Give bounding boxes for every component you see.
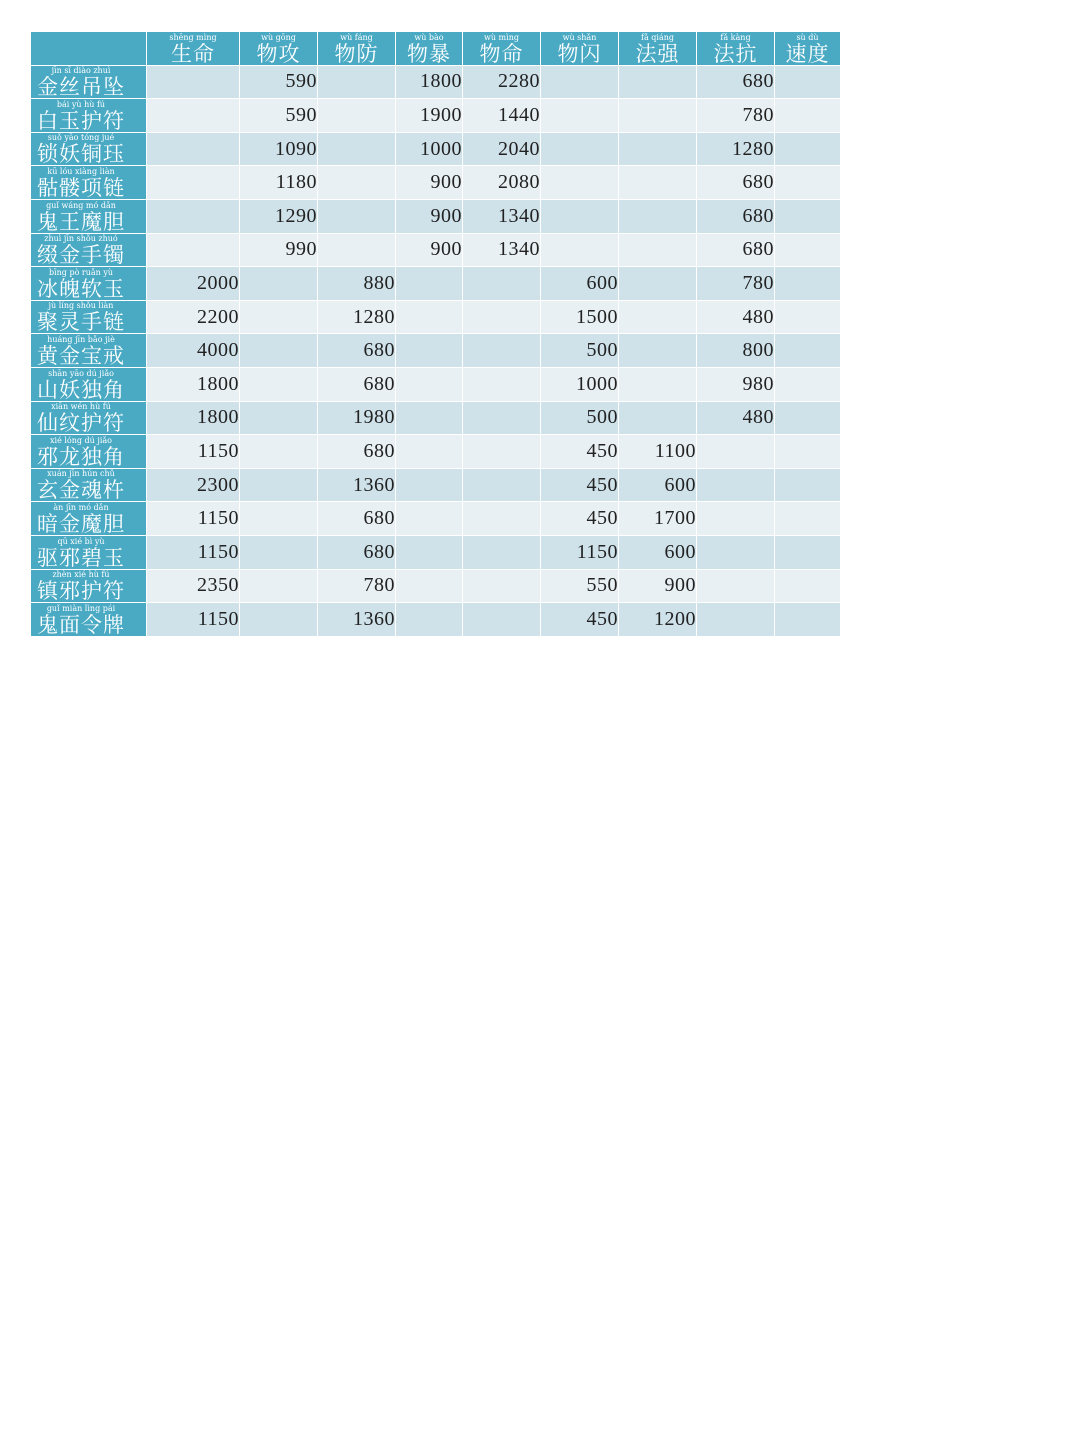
column-header-mres <box>697 32 775 66</box>
item-name: 冰魄软玉 <box>37 276 125 301</box>
item-name-cell <box>31 99 147 133</box>
stat-cell-pdef: 1280 <box>318 300 396 334</box>
stat-cell-mres: 480 <box>697 300 775 334</box>
item-name-pinyin: zhèn xié hù fú <box>37 570 125 580</box>
stat-cell-mpow: 600 <box>619 468 697 502</box>
table-body <box>31 65 841 636</box>
stat-cell-mres <box>697 603 775 637</box>
table-row <box>31 267 841 301</box>
stat-cell-hp: 2000 <box>147 267 240 301</box>
item-name-cell <box>31 267 147 301</box>
stat-cell-mres: 780 <box>697 267 775 301</box>
table-row <box>31 334 841 368</box>
stat-cell-pdef: 1360 <box>318 603 396 637</box>
column-header-pcrit <box>396 32 463 66</box>
item-name-cell <box>31 65 147 99</box>
stat-cell-pdodge <box>541 233 619 267</box>
column-header-pinyin: wù mìng <box>479 32 524 42</box>
item-name: 镇邪护符 <box>37 579 125 604</box>
stat-cell-patk: 1290 <box>240 199 318 233</box>
item-name-cell <box>31 468 147 502</box>
stat-cell-mres: 480 <box>697 401 775 435</box>
item-name-pinyin: zhuì jīn shǒu zhuó <box>37 234 125 244</box>
stat-cell-spd <box>775 334 841 368</box>
equipment-stat-table <box>30 31 841 637</box>
stat-cell-pdodge: 450 <box>541 502 619 536</box>
column-header-pinyin: wù bào <box>407 32 451 42</box>
stat-cell-mres <box>697 535 775 569</box>
column-header-pdef <box>318 32 396 66</box>
stat-cell-spd <box>775 300 841 334</box>
column-header-pinyin: wù fáng <box>334 32 379 42</box>
stat-cell-pdef: 880 <box>318 267 396 301</box>
stat-cell-mres: 780 <box>697 99 775 133</box>
stat-cell-patk: 590 <box>240 65 318 99</box>
stat-cell-phit <box>463 435 541 469</box>
stat-cell-pdef: 680 <box>318 334 396 368</box>
stat-cell-spd <box>775 199 841 233</box>
item-name: 鬼王魔胆 <box>37 209 125 234</box>
stat-cell-pdef <box>318 99 396 133</box>
stat-cell-phit: 2040 <box>463 132 541 166</box>
item-name: 仙纹护符 <box>37 411 125 436</box>
stat-cell-patk <box>240 334 318 368</box>
stat-cell-spd <box>775 367 841 401</box>
item-name-cell <box>31 199 147 233</box>
stat-cell-spd <box>775 267 841 301</box>
stat-cell-spd <box>775 468 841 502</box>
stat-cell-mres <box>697 435 775 469</box>
item-name-pinyin: huáng jīn bǎo jiè <box>37 334 125 344</box>
item-name-cell <box>31 603 147 637</box>
stat-cell-hp: 1150 <box>147 435 240 469</box>
stat-cell-hp: 1800 <box>147 401 240 435</box>
stat-cell-pdef: 680 <box>318 435 396 469</box>
stat-cell-hp <box>147 65 240 99</box>
stat-cell-hp <box>147 132 240 166</box>
stat-cell-mpow <box>619 233 697 267</box>
item-name: 白玉护符 <box>37 108 125 133</box>
stat-cell-mres <box>697 569 775 603</box>
stat-cell-pcrit <box>396 435 463 469</box>
stat-cell-pdef <box>318 233 396 267</box>
stat-cell-pdodge: 550 <box>541 569 619 603</box>
item-name-pinyin: qū xié bì yù <box>37 536 125 546</box>
stat-cell-mpow: 1100 <box>619 435 697 469</box>
column-header-label: 法抗 <box>713 41 758 66</box>
item-name-pinyin: jīn sī diào zhuì <box>37 66 125 76</box>
item-name: 玄金魂杵 <box>37 478 125 503</box>
stat-cell-hp <box>147 99 240 133</box>
stat-cell-patk: 1090 <box>240 132 318 166</box>
column-header-label: 物攻 <box>256 41 301 66</box>
stat-cell-pdef <box>318 166 396 200</box>
column-header-label: 法强 <box>635 41 680 66</box>
column-header-patk <box>240 32 318 66</box>
column-header-label: 物闪 <box>557 41 602 66</box>
stat-cell-mres: 980 <box>697 367 775 401</box>
column-header-label: 物防 <box>334 41 379 66</box>
stat-cell-phit <box>463 267 541 301</box>
stat-cell-hp: 1150 <box>147 535 240 569</box>
item-name: 鬼面令牌 <box>37 612 125 637</box>
stat-cell-mres: 680 <box>697 199 775 233</box>
stat-cell-hp: 4000 <box>147 334 240 368</box>
column-header-pdodge <box>541 32 619 66</box>
stat-cell-pdodge: 450 <box>541 435 619 469</box>
item-name-cell <box>31 300 147 334</box>
stat-cell-mpow <box>619 367 697 401</box>
stat-cell-pdodge: 1000 <box>541 367 619 401</box>
stat-cell-pdodge <box>541 199 619 233</box>
item-name-pinyin: bái yù hù fú <box>37 99 125 109</box>
item-name-pinyin: àn jīn mó dǎn <box>37 502 125 512</box>
stat-cell-pdodge <box>541 132 619 166</box>
item-name: 暗金魔胆 <box>37 511 125 536</box>
stat-cell-patk <box>240 367 318 401</box>
stat-cell-phit: 1340 <box>463 233 541 267</box>
stat-cell-pdef: 780 <box>318 569 396 603</box>
stat-cell-mpow <box>619 99 697 133</box>
stat-cell-pcrit <box>396 367 463 401</box>
table-row <box>31 132 841 166</box>
table-row <box>31 199 841 233</box>
stat-cell-mpow: 1700 <box>619 502 697 536</box>
item-name-cell <box>31 401 147 435</box>
stat-cell-pcrit <box>396 300 463 334</box>
stat-cell-spd <box>775 569 841 603</box>
item-name-cell <box>31 435 147 469</box>
corner-cell <box>31 32 147 66</box>
stat-cell-mres <box>697 468 775 502</box>
stat-cell-spd <box>775 435 841 469</box>
stat-cell-patk <box>240 535 318 569</box>
stat-cell-patk <box>240 300 318 334</box>
stat-cell-mres: 1280 <box>697 132 775 166</box>
stat-cell-pdef <box>318 65 396 99</box>
table-row <box>31 166 841 200</box>
stat-cell-pdodge: 500 <box>541 334 619 368</box>
item-name-cell <box>31 166 147 200</box>
stat-cell-patk <box>240 502 318 536</box>
stat-cell-pcrit <box>396 401 463 435</box>
stat-cell-patk <box>240 468 318 502</box>
table-row <box>31 233 841 267</box>
item-name-pinyin: xuán jīn hún chǔ <box>37 469 125 479</box>
item-name: 锁妖铜珏 <box>37 142 125 167</box>
item-name: 驱邪碧玉 <box>37 545 125 570</box>
stat-cell-hp: 1800 <box>147 367 240 401</box>
stat-cell-pdef <box>318 132 396 166</box>
stat-cell-patk <box>240 569 318 603</box>
stat-cell-pcrit <box>396 535 463 569</box>
item-name-pinyin: suǒ yāo tóng jué <box>37 133 125 143</box>
stat-cell-pdodge: 1150 <box>541 535 619 569</box>
stat-cell-spd <box>775 401 841 435</box>
item-name: 邪龙独角 <box>37 444 125 469</box>
stat-cell-mpow <box>619 65 697 99</box>
stat-cell-pdodge: 600 <box>541 267 619 301</box>
stat-cell-spd <box>775 233 841 267</box>
stat-cell-patk <box>240 401 318 435</box>
header-row <box>31 32 841 66</box>
stat-cell-mpow: 1200 <box>619 603 697 637</box>
stat-cell-patk <box>240 603 318 637</box>
table-row <box>31 535 841 569</box>
item-name-cell <box>31 502 147 536</box>
item-name-pinyin: shān yāo dú jiǎo <box>37 368 125 378</box>
stat-cell-mpow <box>619 166 697 200</box>
stat-cell-spd <box>775 132 841 166</box>
stat-cell-phit <box>463 535 541 569</box>
column-header-spd <box>775 32 841 66</box>
stat-cell-pcrit <box>396 468 463 502</box>
item-name-cell <box>31 334 147 368</box>
stat-cell-pdodge <box>541 65 619 99</box>
stat-cell-pdef: 680 <box>318 502 396 536</box>
stat-cell-mpow <box>619 300 697 334</box>
stat-cell-mres: 680 <box>697 233 775 267</box>
stat-cell-hp <box>147 166 240 200</box>
stat-cell-pdef: 680 <box>318 367 396 401</box>
item-name-cell <box>31 233 147 267</box>
stat-cell-pcrit <box>396 569 463 603</box>
stat-cell-hp: 2200 <box>147 300 240 334</box>
stat-cell-spd <box>775 99 841 133</box>
column-header-hp <box>147 32 240 66</box>
stat-cell-pcrit <box>396 502 463 536</box>
stat-cell-hp: 1150 <box>147 502 240 536</box>
item-name-cell <box>31 569 147 603</box>
item-name-pinyin: xiān wén hù fú <box>37 402 125 412</box>
item-name-pinyin: guǐ miàn lìng pái <box>37 603 125 613</box>
item-name: 黄金宝戒 <box>37 343 125 368</box>
stat-cell-pcrit <box>396 334 463 368</box>
column-header-label: 生命 <box>169 41 217 66</box>
stat-cell-mpow <box>619 199 697 233</box>
item-name: 骷髅项链 <box>37 175 125 200</box>
stat-cell-hp <box>147 199 240 233</box>
stat-cell-pdodge: 450 <box>541 603 619 637</box>
column-header-label: 速度 <box>785 41 830 66</box>
stat-cell-mpow <box>619 132 697 166</box>
table-row <box>31 65 841 99</box>
table-row <box>31 468 841 502</box>
stat-cell-pdodge: 500 <box>541 401 619 435</box>
stat-cell-phit <box>463 300 541 334</box>
column-header-pinyin: shēng mìng <box>169 32 217 42</box>
item-name-pinyin: guǐ wáng mó dǎn <box>37 200 125 210</box>
column-header-phit <box>463 32 541 66</box>
table-row <box>31 502 841 536</box>
stat-cell-patk: 1180 <box>240 166 318 200</box>
item-name-cell <box>31 367 147 401</box>
stat-cell-phit: 1340 <box>463 199 541 233</box>
column-header-pinyin: fǎ qiáng <box>635 32 680 42</box>
stat-cell-pcrit: 900 <box>396 199 463 233</box>
stat-cell-hp: 2300 <box>147 468 240 502</box>
item-name-pinyin: xié lóng dú jiǎo <box>37 435 125 445</box>
stat-cell-pcrit: 900 <box>396 166 463 200</box>
column-header-pinyin: wù shǎn <box>557 32 602 42</box>
column-header-pinyin: wù gōng <box>256 32 301 42</box>
item-name-pinyin: jù líng shǒu liàn <box>37 301 125 311</box>
stat-cell-spd <box>775 535 841 569</box>
stat-cell-pcrit: 1800 <box>396 65 463 99</box>
stat-cell-mres: 800 <box>697 334 775 368</box>
stat-cell-pdodge: 450 <box>541 468 619 502</box>
table-row <box>31 300 841 334</box>
table-row <box>31 603 841 637</box>
item-name: 金丝吊坠 <box>37 75 125 100</box>
stat-cell-phit <box>463 334 541 368</box>
item-name: 山妖独角 <box>37 377 125 402</box>
column-header-mpow <box>619 32 697 66</box>
stat-cell-hp: 1150 <box>147 603 240 637</box>
table-row <box>31 435 841 469</box>
item-name-cell <box>31 535 147 569</box>
stat-cell-phit: 2080 <box>463 166 541 200</box>
stat-cell-pdef: 1980 <box>318 401 396 435</box>
item-name: 聚灵手链 <box>37 310 125 335</box>
stat-cell-hp: 2350 <box>147 569 240 603</box>
column-header-label: 物暴 <box>407 41 451 66</box>
stat-cell-phit <box>463 401 541 435</box>
stat-cell-phit: 1440 <box>463 99 541 133</box>
stat-cell-mres: 680 <box>697 65 775 99</box>
stat-cell-patk <box>240 435 318 469</box>
stat-cell-phit <box>463 502 541 536</box>
table-row <box>31 367 841 401</box>
stat-cell-spd <box>775 166 841 200</box>
stat-cell-mpow: 600 <box>619 535 697 569</box>
stat-cell-pdodge <box>541 99 619 133</box>
item-name: 缀金手镯 <box>37 243 125 268</box>
stat-cell-pdef <box>318 199 396 233</box>
stat-cell-spd <box>775 65 841 99</box>
item-name-cell <box>31 132 147 166</box>
stat-cell-pdef: 680 <box>318 535 396 569</box>
column-header-pinyin: sù dù <box>785 32 830 42</box>
table-row <box>31 99 841 133</box>
stat-cell-pcrit <box>396 603 463 637</box>
stat-cell-mpow <box>619 267 697 301</box>
stat-cell-phit <box>463 569 541 603</box>
stat-cell-spd <box>775 603 841 637</box>
stat-cell-mres: 680 <box>697 166 775 200</box>
stat-cell-phit: 2280 <box>463 65 541 99</box>
stat-cell-spd <box>775 502 841 536</box>
stat-cell-mpow: 900 <box>619 569 697 603</box>
stat-cell-pdodge <box>541 166 619 200</box>
stat-cell-pcrit <box>396 267 463 301</box>
stat-cell-pdodge: 1500 <box>541 300 619 334</box>
stat-cell-mpow <box>619 334 697 368</box>
stat-cell-pcrit: 1900 <box>396 99 463 133</box>
stat-cell-pdef: 1360 <box>318 468 396 502</box>
stat-cell-mpow <box>619 401 697 435</box>
item-name-pinyin: bīng pò ruǎn yù <box>37 267 125 277</box>
stat-cell-mres <box>697 502 775 536</box>
column-header-label: 物命 <box>479 41 524 66</box>
table-row <box>31 569 841 603</box>
stat-cell-phit <box>463 468 541 502</box>
column-header-pinyin: fǎ kàng <box>713 32 758 42</box>
stat-cell-patk: 590 <box>240 99 318 133</box>
stat-cell-patk <box>240 267 318 301</box>
stat-cell-pcrit: 1000 <box>396 132 463 166</box>
stat-cell-pcrit: 900 <box>396 233 463 267</box>
stat-cell-phit <box>463 603 541 637</box>
stat-cell-hp <box>147 233 240 267</box>
table-row <box>31 401 841 435</box>
stat-cell-phit <box>463 367 541 401</box>
stat-cell-patk: 990 <box>240 233 318 267</box>
item-name-pinyin: kū lóu xiàng liàn <box>37 166 125 176</box>
